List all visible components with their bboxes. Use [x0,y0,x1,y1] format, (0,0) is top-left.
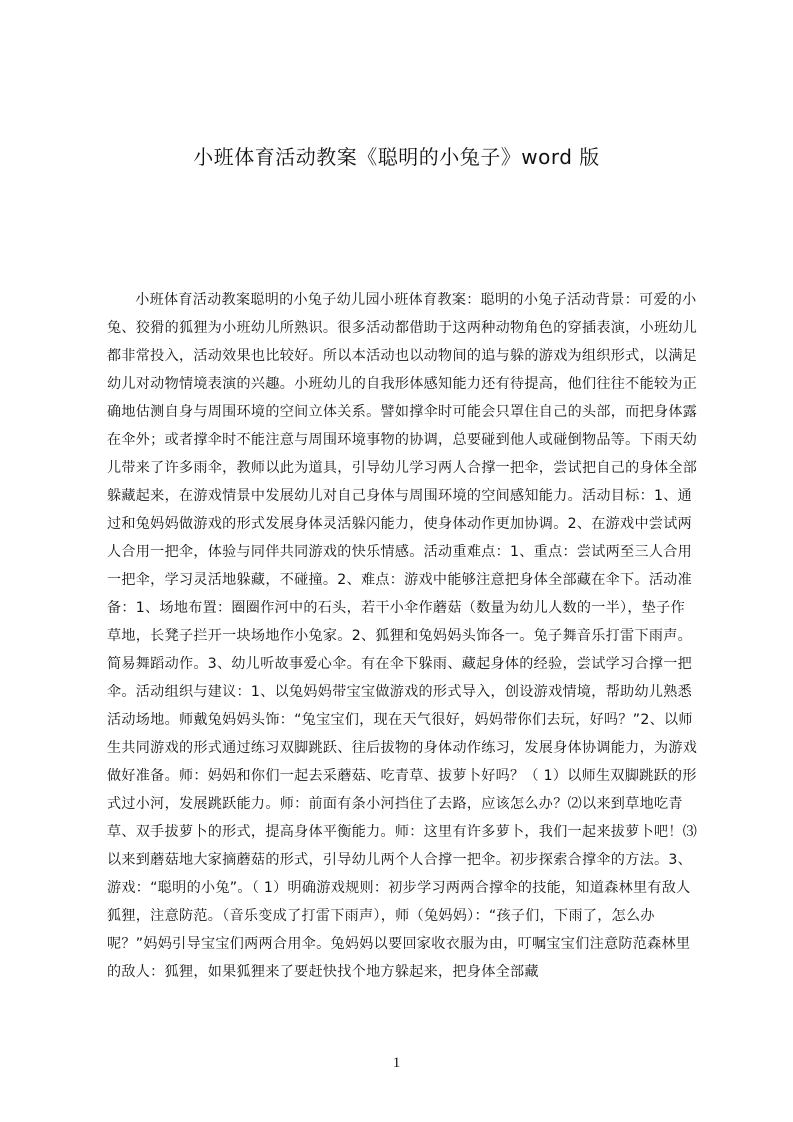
document-body-paragraph: 小班体育活动教案聪明的小兔子幼儿园小班体育教案：聪明的小兔子活动背景：可爱的小兔、狡猾的狐狸为小班幼儿所熟识。很多活动都借助于这两种动物角色的穿插表演，小班幼儿都非常投入，活动效果也比较好。所以本活动也以动物间的追与躲的游戏为组织形式，以满足幼儿对动物情境表演的兴趣。小班幼儿的自我形体感知能力还有待提高，他们往往不能较为正确地估测自身与周围环境的空间立体关系。譬如撑伞时可能会只罩住自己的头部，而把身体露在伞外；或者撑伞时不能注意与周围环境事物的协调，总要碰到他人或碰倒物品等。下雨天幼儿带来了许多雨伞，教师以此为道具，引导幼儿学习两人合撑一把伞，尝试把自己的身体全部躲藏起来，在游戏情景中发展幼儿对自己身体与周围环境的空间感知能力。活动目标：1、通过和兔妈妈做游戏的形式发展身体灵活躲闪能力，使身体动作更加协调。2、在游戏中尝试两人合用一把伞，体验与同伴共同游戏的快乐情感。活动重难点：1、重点：尝试两至三人合用一把伞，学习灵活地躲藏，不碰撞。2、难点：游戏中能够注意把身体全部藏在伞下。活动准备：1、场地布置：圈圈作河中的石头，若干小伞作蘑菇（数量为幼儿人数的一半），垫子作草地，长凳子拦开一块场地作小兔家。2、狐狸和兔妈妈头饰各一。兔子舞音乐打雷下雨声。简易舞蹈动作。3、幼儿听故事爱心伞。有在伞下躲雨、藏起身体的经验，尝试学习合撑一把伞。活动组织与建议：1、以兔妈妈带宝宝做游戏的形式导入，创设游戏情境，帮助幼儿熟悉活动场地。师戴兔妈妈头饰：“兔宝宝们，现在天气很好，妈妈带你们去玩，好吗？”2、以师生共同游戏的形式通过练习双脚跳跃、往后拔物的身体动作练习，发展身体协调能力，为游戏做好准备。师：妈妈和你们一起去采蘑菇、吃青草、拔萝卜好吗？（ 1）以师生双脚跳跃的形式过小河，发展跳跃能力。师：前面有条小河挡住了去路，应该怎么办？⑵以来到草地吃青草、双手拔萝卜的形式，提高身体平衡能力。师：这里有许多萝卜，我们一起来拔萝卜吧！⑶以来到蘑菇地大家摘蘑菇的形式，引导幼儿两个人合撑一把伞。初步探索合撑伞的方法。3、游戏：“聪明的小兔”。（ 1）明确游戏规则：初步学习两两合撑伞的技能，知道森林里有敌人狐狸，注意防范。（音乐变成了打雷下雨声），师（兔妈妈）：“孩子们，下雨了，怎么办呢？”妈妈引导宝宝们两两合用伞。兔妈妈以要回家收衣服为由，叮嘱宝宝们注意防范森林里的敌人：狐狸，如果狐狸来了要赶快找个地方躲起来，把身体全部藏 [107,292,698,980]
document-title: 小班体育活动教案《聪明的小兔子》word 版 [193,145,600,169]
page-number: 1 [392,1055,401,1071]
